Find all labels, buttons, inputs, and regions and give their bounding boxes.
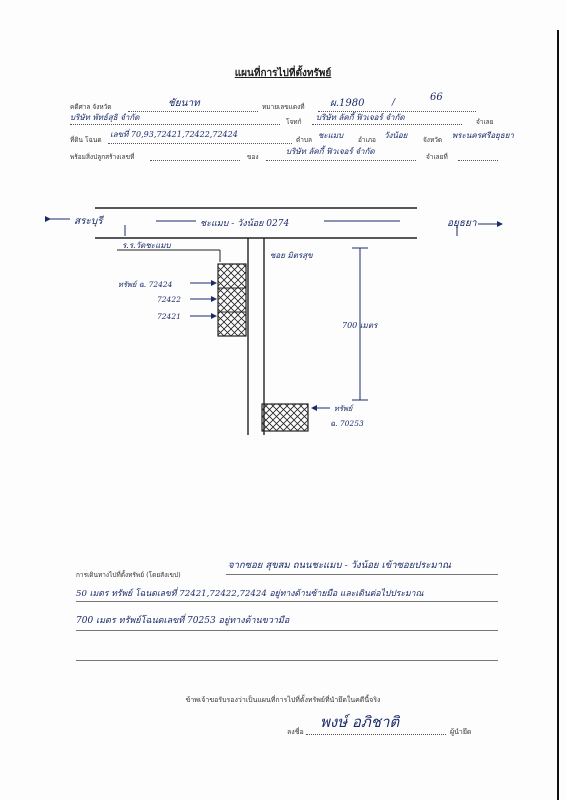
page-title: แผนที่การไปที่ตั้งทรัพย์ [234,68,332,79]
case-no: ผ.1980 [330,98,365,109]
defendant-role: จำเลย [476,118,494,126]
local-road-name: ร.ร.วัดชะแมบ [122,241,171,250]
owner-name: บริษัท ลัคกี้ ฟิวเจอร์ จำกัด [286,147,375,156]
case-year-sep: / [392,98,396,108]
left-destination: สระบุรี [74,216,103,227]
directions-underline-4 [76,660,498,661]
directions-label: การเดินทางไปที่ตั้งทรัพย์ (โดยสังเขป) [76,571,181,579]
directions-underline-2 [76,601,498,602]
land-label: ที่ดิน โฉนด [70,136,102,144]
directions-underline-3 [76,630,498,631]
right-destination: อยุธยา [447,218,477,229]
plot-label-3: 72421 [157,312,181,321]
case-no-label: หมายเลขแดงที่ [262,103,305,111]
signature-label: ลงชื่อ [287,728,304,736]
certify-text: ข้าพเจ้าขอรับรองว่าเป็นแผนที่การไปที่ตั้งทรัพย์ที่นำยึดในคดีนี้จริง [185,696,381,704]
case-year: 66 [430,92,443,103]
plot-label-4: ทรัพย์ [334,404,353,413]
plot-label-5: ฉ. 70253 [330,419,364,428]
directions-line-2: 50 เมตร ทรัพย์ โฉนดเลขที่ 72421,72422,72424 อยู่ทางด้านซ้ายมือ และเดินต่อไปประมาณ [76,589,424,599]
signature-suffix: ผู้นำยึด [450,728,472,736]
defendant-name: บริษัท ลัคกี้ ฟิวเจอร์ จำกัด [316,113,405,122]
side-road-name: ซอย มิตรสุข [270,251,313,260]
province: พระนครศรีอยุธยา [452,131,514,140]
plot-label-2: 72422 [157,295,181,304]
province-label: จังหวัด [423,136,443,144]
directions-line-1: จากซอย สุขสม ถนนชะแมบ - วังน้อย เข้าซอยประมาณ [228,560,451,571]
plot-label-1: ทรัพย์ ฉ. 72424 [118,280,173,289]
case-province: ชัยนาท [168,98,200,109]
plaintiff-name: บริษัท พัทธ์สุธิ จำกัด [70,113,140,122]
amphoe: วังน้อย [384,131,408,140]
plaintiff-role: โจทก์ [286,118,302,126]
distance-label: 700 เมตร [342,321,378,330]
tambon-label: ตำบล [296,136,312,144]
land-number: เลขที่ 70,93,72421,72422,72424 [110,130,238,139]
building-label: พร้อมสิ่งปลูกสร้างเลขที่ [70,153,135,161]
signature-line [306,734,446,735]
owner-suffix: จำเลยที่ [426,153,448,161]
amphoe-label: อำเภอ [358,136,376,144]
owner-label: ของ [247,153,259,161]
case-label: คดีศาล จังหวัด [70,103,112,111]
signature-handwritten: พงษ์ อภิชาติ [320,713,400,731]
plot-72424-72422-72421 [218,264,246,336]
plot-70253 [262,404,308,431]
main-road-name: ชะแมบ - วังน้อย 0274 [200,219,290,229]
directions-line-3: 700 เมตร ทรัพย์โฉนดเลขที่ 70253 อยู่ทางด้านขวามือ [76,616,290,626]
tambon: ชะแมบ [318,131,344,140]
directions-underline-1 [226,574,498,575]
